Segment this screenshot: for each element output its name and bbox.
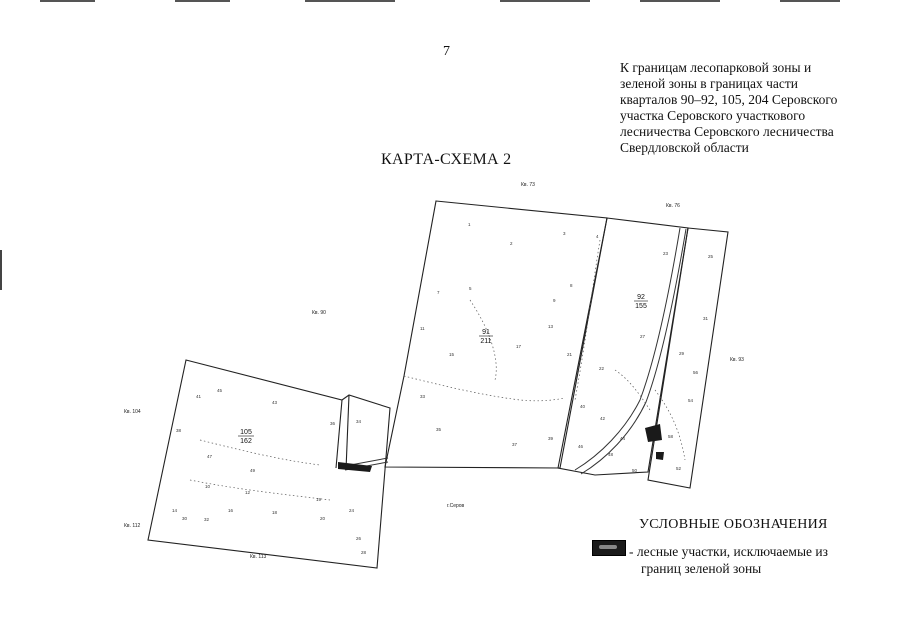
stand-label: 30 [182,516,188,521]
stand-label: 19 [316,497,322,502]
stand-label: 7 [437,290,440,295]
stand-label: 43 [272,400,278,405]
stand-label: 48 [608,452,614,457]
stand-label: 36 [330,421,336,426]
stand-label: 18 [272,510,278,515]
quarter-ref-label: Кв. 76 [666,203,680,209]
inner-boundary [336,400,342,468]
stand-label: 22 [599,366,605,371]
quarter-number: 92 [637,294,645,301]
stand-label: 37 [512,442,518,447]
inner-boundary [346,395,349,470]
stand-label: 42 [600,416,606,421]
stand-label: 56 [693,370,699,375]
header-note-line: лесничества Серовского лесничества [620,124,834,139]
quarter-area: 211 [480,338,492,345]
stand-label: 4 [596,234,599,239]
stand-label: 39 [548,436,554,441]
quarter-ref-label: Кв. 112 [124,523,141,529]
road-line [575,228,680,470]
header-note-line: Свердловской области [620,140,749,155]
stand-label: 16 [228,508,234,513]
quarter-area: 162 [240,438,252,445]
quarter-number: 105 [240,429,252,436]
legend-item-line: - лесные участки, исключаемые из [629,544,828,559]
stand-label: 52 [676,466,682,471]
stand-label: 3 [563,231,566,236]
stand-label: 35 [436,427,442,432]
legend-item [629,543,869,577]
city-label: г.Серов [447,503,465,509]
stand-label: 44 [620,436,626,441]
excluded-plot [645,424,662,442]
stand-label: 26 [356,536,362,541]
page-number: 7 [443,44,450,59]
stand-border [200,440,320,465]
excluded-plot [338,462,372,472]
stand-label: 46 [578,444,584,449]
stand-border [190,480,330,500]
stand-label: 17 [516,344,522,349]
stand-label: 20 [320,516,326,521]
header-note-line: участка Серовского участкового [620,108,806,123]
stand-label: 45 [217,388,223,393]
stand-label: 41 [196,394,202,399]
stand-label: 38 [176,428,182,433]
stand-label: 29 [679,351,685,356]
quarter-ref-label: Кв. 73 [521,182,535,188]
quarter-area: 155 [635,303,647,310]
quarter-ref-label: Кв. 113 [250,554,267,560]
stand-label: 10 [205,484,211,489]
excluded-plot [656,452,664,460]
stand-label: 47 [207,454,213,459]
stand-label: 40 [580,404,586,409]
quarter-ref-label: Кв. 93 [730,357,744,363]
stand-label: 8 [570,283,573,288]
legend-title: УСЛОВНЫЕ ОБОЗНАЧЕНИЯ [639,517,828,532]
stand-label: 25 [708,254,714,259]
quarter-number: 91 [482,329,490,336]
stand-label: 23 [663,251,669,256]
stand-label: 49 [250,468,256,473]
stand-label: 33 [420,394,426,399]
stand-label: 13 [548,324,554,329]
stand-label: 28 [361,550,367,555]
stand-label: 15 [449,352,455,357]
stand-label: 9 [553,298,556,303]
map-title: КАРТА-СХЕМА 2 [381,151,512,168]
quarter-ref-label: Кв. 104 [124,409,141,415]
stand-label: 31 [703,316,709,321]
quarter-91-boundary [385,201,607,468]
stand-label: 14 [172,508,178,513]
stand-label: 1 [468,222,471,227]
header-note-line: кварталов 90–92, 105, 204 Серовского [620,92,838,107]
stand-label: 50 [632,468,638,473]
stand-label: 27 [640,334,646,339]
header-note-line: зеленой зоны в границах части [620,76,799,91]
stand-label: 12 [245,490,251,495]
quarter-ref-label: Кв. 90 [312,310,326,316]
stand-label: 2 [510,241,513,246]
stand-label: 58 [668,434,674,439]
stand-label: 32 [204,517,210,522]
stand-label: 24 [349,508,355,513]
stand-label: 34 [356,419,362,424]
stand-label: 21 [567,352,573,357]
stand-border [404,376,565,401]
legend-item-line: границ зеленой зоны [641,561,762,576]
stand-label: 11 [420,326,425,331]
stand-label: 5 [469,286,472,291]
header-note-line: К границам лесопарковой зоны и [620,60,812,75]
forest-plot-hatch-icon [592,540,626,556]
stand-label: 54 [688,398,694,403]
